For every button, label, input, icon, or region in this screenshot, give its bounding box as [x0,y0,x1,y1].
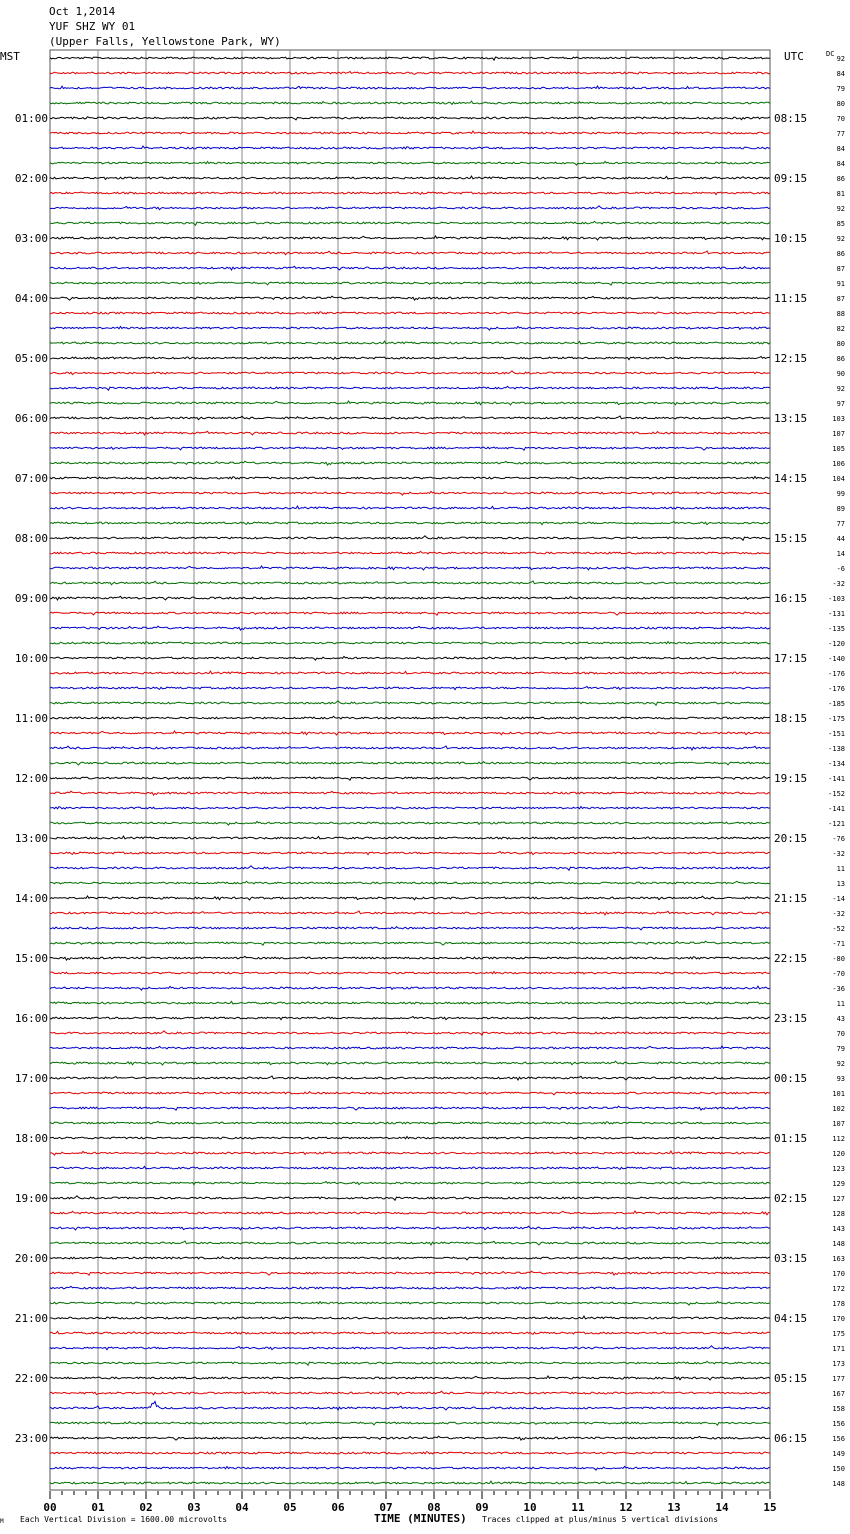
dc-offset-label: -76 [832,835,845,843]
mst-hour-label: 07:00 [14,472,48,485]
trace-line [50,836,770,839]
trace-line [50,911,770,915]
trace-line [50,1017,770,1020]
x-axis-label: TIME (MINUTES) [374,1512,467,1525]
dc-offset-label: 85 [836,220,845,228]
trace-line [50,671,770,674]
utc-hour-label: 15:15 [774,532,808,545]
plot-frame [50,50,770,1490]
station-location: (Upper Falls, Yellowstone Park, WY) [49,35,281,48]
mst-hour-label: 12:00 [14,772,48,785]
dc-offset-label: 123 [832,1165,845,1173]
station-code: YUF SHZ WY 01 [49,20,136,33]
dc-column-label: DC [826,50,835,58]
trace-line [50,777,770,781]
dc-offset-label: 86 [836,250,845,258]
clip-note: Traces clipped at plus/minus 5 vertical divisions [482,1515,719,1524]
trace-line [50,821,770,825]
x-tick-label: 10 [523,1501,537,1514]
trace-line [50,1346,770,1350]
trace-line [50,161,770,165]
trace-line [50,1226,770,1230]
trace-line [50,146,770,149]
dc-offset-label: -6 [836,565,845,573]
dc-offset-label: 70 [836,1030,845,1038]
x-tick-label: 00 [43,1501,57,1514]
dc-offset-label: 170 [832,1270,845,1278]
utc-hour-label: 17:15 [774,652,808,665]
utc-hour-label: 23:15 [774,1012,808,1025]
trace-line [50,1316,770,1319]
utc-hour-label: 00:15 [774,1072,808,1085]
trace-line [50,86,770,89]
trace-line [50,596,770,600]
trace-line [50,1196,770,1200]
dc-offset-label: 86 [836,175,845,183]
dc-offset-label: 120 [832,1150,845,1158]
utc-hour-label: 09:15 [774,172,808,185]
utc-hour-label: 19:15 [774,772,808,785]
dc-offset-label: -185 [828,700,845,708]
dc-offset-label: -176 [828,670,845,678]
dc-offset-label: 171 [832,1345,845,1353]
trace-line [50,477,770,480]
dc-offset-label: 107 [832,430,845,438]
trace-line [50,1166,770,1169]
trace-line [50,1061,770,1065]
trace-line [50,1092,770,1095]
dc-offset-label: 14 [836,550,845,558]
mst-hour-label: 11:00 [14,712,48,725]
dc-offset-label: 167 [832,1390,845,1398]
dc-offset-label: 44 [836,535,845,543]
trace-line [50,326,770,330]
trace-line [50,371,770,375]
dc-offset-label: 84 [836,145,845,153]
dc-offset-label: 158 [832,1405,845,1413]
dc-offset-label: 128 [832,1210,845,1218]
dc-offset-label: -141 [828,775,845,783]
utc-hour-label: 18:15 [774,712,808,725]
trace-line [50,431,770,435]
x-tick-label: 06 [331,1501,345,1514]
utc-hour-label: 08:15 [774,112,808,125]
trace-line [50,986,770,990]
mst-hour-label: 08:00 [14,532,48,545]
mst-hour-label: 06:00 [14,412,48,425]
trace-line [50,131,770,134]
dc-offset-label: 86 [836,355,845,363]
trace-line [50,642,770,645]
dc-offset-label: -121 [828,820,845,828]
trace-line [50,72,770,75]
trace-line [50,807,770,810]
trace-line [50,612,770,615]
x-tick-label: 03 [187,1501,201,1514]
trace-line [50,1481,770,1484]
trace-line [50,491,770,495]
trace-line [50,551,770,554]
dc-offset-label: 87 [836,295,845,303]
mst-hour-label: 16:00 [14,1012,48,1025]
x-tick-label: 09 [475,1501,489,1514]
dc-offset-label: 105 [832,445,845,453]
dc-offset-label: -120 [828,640,845,648]
trace-line [50,1331,770,1334]
dc-offset-label: -103 [828,595,845,603]
trace-line [50,581,770,585]
trace-line [50,117,770,120]
dc-offset-label: -131 [828,610,845,618]
dc-offset-label: -80 [832,955,845,963]
dc-offset-label: 150 [832,1465,845,1473]
dc-offset-label: 92 [836,55,845,63]
dc-offset-label: 80 [836,340,845,348]
trace-line [50,656,770,660]
trace-line [50,866,770,870]
trace-line [50,566,770,570]
dc-offset-label: 43 [836,1015,845,1023]
dc-offset-label: 102 [832,1105,845,1113]
utc-hour-label: 02:15 [774,1192,808,1205]
mst-hour-label: 09:00 [14,592,48,605]
dc-offset-label: 80 [836,100,845,108]
mst-hour-label: 20:00 [14,1252,48,1265]
trace-line [50,1121,770,1124]
utc-hour-label: 20:15 [774,832,808,845]
trace-line [50,282,770,285]
dc-offset-label: 87 [836,265,845,273]
trace-line [50,1151,770,1155]
trace-line [50,522,770,525]
dc-offset-label: 84 [836,160,845,168]
dc-offset-label: 106 [832,460,845,468]
trace-line [50,1436,770,1440]
dc-offset-label: -32 [832,580,845,588]
dc-offset-label: -135 [828,625,845,633]
dc-offset-label: 149 [832,1450,845,1458]
dc-offset-label: -52 [832,925,845,933]
trace-line [50,251,770,255]
trace-line [50,762,770,765]
dc-offset-label: 81 [836,190,845,198]
trace-line [50,536,770,540]
dc-offset-label: 88 [836,310,845,318]
dc-offset-label: 175 [832,1330,845,1338]
dc-offset-label: 13 [836,880,845,888]
x-tick-label: 11 [571,1501,585,1514]
dc-offset-label: -176 [828,685,845,693]
seismic-traces [50,57,770,1484]
trace-line [50,101,770,104]
trace-line [50,447,770,450]
mst-hour-label: 14:00 [14,892,48,905]
mst-hour-label: 21:00 [14,1312,48,1325]
dc-offset-label: 101 [832,1090,845,1098]
corner-mark: M [0,1518,4,1525]
dc-offset-label: 143 [832,1225,845,1233]
trace-line [50,57,770,60]
trace-line [50,401,770,405]
trace-line [50,1401,770,1410]
dc-offset-label: 77 [836,520,845,528]
mst-hour-label: 17:00 [14,1072,48,1085]
trace-line [50,1466,770,1470]
trace-line [50,791,770,795]
mst-axis-label: MST [0,50,20,63]
trace-line [50,1031,770,1035]
dc-offset-label: 11 [836,865,845,873]
dc-offset-label: 129 [832,1180,845,1188]
trace-line [50,881,770,884]
trace-line [50,1137,770,1139]
dc-offset-label: 97 [836,400,845,408]
trace-line [50,1376,770,1380]
trace-line [50,221,770,225]
mst-hour-label: 04:00 [14,292,48,305]
dc-offset-label: 77 [836,130,845,138]
trace-line [50,1106,770,1110]
mst-hour-label: 13:00 [14,832,48,845]
trace-line [50,941,770,945]
trace-line [50,896,770,900]
trace-line [50,1001,770,1004]
trace-line [50,626,770,630]
x-tick-label: 04 [235,1501,249,1514]
trace-line [50,386,770,390]
trace-line [50,461,770,465]
trace-line [50,1361,770,1365]
dc-offset-label: -36 [832,985,845,993]
trace-line [50,1182,770,1185]
trace-line [50,746,770,750]
utc-hour-label: 01:15 [774,1132,808,1145]
dc-offset-label: 156 [832,1435,845,1443]
x-tick-label: 13 [667,1501,681,1514]
dc-offset-label: -70 [832,970,845,978]
utc-hour-label: 21:15 [774,892,808,905]
mst-hour-label: 19:00 [14,1192,48,1205]
trace-line [50,1301,770,1305]
dc-offset-label: 84 [836,70,845,78]
trace-line [50,1257,770,1260]
utc-hour-label: 11:15 [774,292,808,305]
dc-offset-label: -138 [828,745,845,753]
trace-line [50,687,770,690]
trace-line [50,357,770,360]
utc-hour-label: 14:15 [774,472,808,485]
dc-offset-label: -140 [828,655,845,663]
dc-offset-label: 107 [832,1120,845,1128]
dc-offset-label: 156 [832,1420,845,1428]
dc-offset-label: 127 [832,1195,845,1203]
utc-hour-label: 10:15 [774,232,808,245]
dc-offset-label: -151 [828,730,845,738]
mst-hour-label: 03:00 [14,232,48,245]
dc-offset-label: 11 [836,1000,845,1008]
dc-offset-label: 70 [836,115,845,123]
utc-hour-label: 12:15 [774,352,808,365]
dc-offset-label: 89 [836,505,845,513]
trace-line [50,312,770,314]
dc-offset-label: 93 [836,1075,845,1083]
dc-offset-label: 79 [836,85,845,93]
trace-line [50,1452,770,1454]
mst-hour-label: 05:00 [14,352,48,365]
dc-offset-label: 92 [836,1060,845,1068]
utc-axis-label: UTC [784,50,804,63]
trace-line [50,341,770,344]
trace-line [50,192,770,195]
dc-offset-label: 92 [836,205,845,213]
trace-line [50,972,770,975]
dc-offset-label: -141 [828,805,845,813]
trace-line [50,1076,770,1080]
utc-hour-label: 16:15 [774,592,808,605]
dc-offset-label: 99 [836,490,845,498]
dc-offset-label: -32 [832,910,845,918]
trace-line [50,296,770,300]
trace-line [50,731,770,735]
dc-offset-label: -32 [832,850,845,858]
mst-hour-label: 01:00 [14,112,48,125]
x-tick-label: 02 [139,1501,153,1514]
dc-offset-label: 112 [832,1135,845,1143]
mst-hour-label: 22:00 [14,1372,48,1385]
x-tick-label: 01 [91,1501,105,1514]
chart-date: Oct 1,2014 [49,5,116,18]
utc-hour-label: 06:15 [774,1432,808,1445]
trace-line [50,176,770,179]
utc-hour-label: 13:15 [774,412,808,425]
trace-line [50,416,770,420]
dc-offset-label: 82 [836,325,845,333]
trace-line [50,1422,770,1426]
dc-offset-label: 91 [836,280,845,288]
trace-line [50,1271,770,1275]
mst-hour-label: 23:00 [14,1432,48,1445]
dc-offset-label: 148 [832,1480,845,1488]
dc-offset-label: 79 [836,1045,845,1053]
x-tick-label: 12 [619,1501,633,1514]
trace-line [50,1286,770,1289]
dc-offset-label: 104 [832,475,845,483]
mst-hour-label: 18:00 [14,1132,48,1145]
dc-offset-label: 178 [832,1300,845,1308]
trace-line [50,956,770,960]
utc-hour-label: 03:15 [774,1252,808,1265]
mst-hour-label: 02:00 [14,172,48,185]
axis-labels [0,50,845,1514]
dc-offset-label: 170 [832,1315,845,1323]
dc-offset-label: 163 [832,1255,845,1263]
mst-hour-label: 15:00 [14,952,48,965]
trace-line [50,236,770,240]
trace-line [50,266,770,270]
dc-offset-label: 172 [832,1285,845,1293]
x-tick-label: 07 [379,1501,393,1514]
x-tick-label: 05 [283,1501,297,1514]
dc-offset-label: 92 [836,235,845,243]
x-tick-label: 08 [427,1501,441,1514]
x-tick-label: 14 [715,1501,729,1514]
dc-offset-label: 173 [832,1360,845,1368]
trace-line [50,206,770,210]
dc-offset-label: 148 [832,1240,845,1248]
trace-line [50,1046,770,1049]
dc-offset-label: 90 [836,370,845,378]
trace-line [50,852,770,855]
dc-offset-label: -152 [828,790,845,798]
trace-line [50,701,770,705]
trace-line [50,1391,770,1395]
trace-line [50,1241,770,1245]
utc-hour-label: 22:15 [774,952,808,965]
trace-line [50,927,770,930]
x-tick-label: 15 [763,1501,777,1514]
utc-hour-label: 05:15 [774,1372,808,1385]
dc-offset-label: -14 [832,895,845,903]
dc-offset-label: -71 [832,940,845,948]
dc-offset-label: 177 [832,1375,845,1383]
trace-line [50,716,770,719]
dc-offset-label: -134 [828,760,845,768]
dc-offset-label: -175 [828,715,845,723]
mst-hour-label: 10:00 [14,652,48,665]
dc-offset-label: 92 [836,385,845,393]
trace-line [50,506,770,509]
utc-hour-label: 04:15 [774,1312,808,1325]
scale-note: Each Vertical Division = 1600.00 microvolts [20,1515,228,1524]
dc-offset-label: 103 [832,415,845,423]
trace-line [50,1211,770,1215]
